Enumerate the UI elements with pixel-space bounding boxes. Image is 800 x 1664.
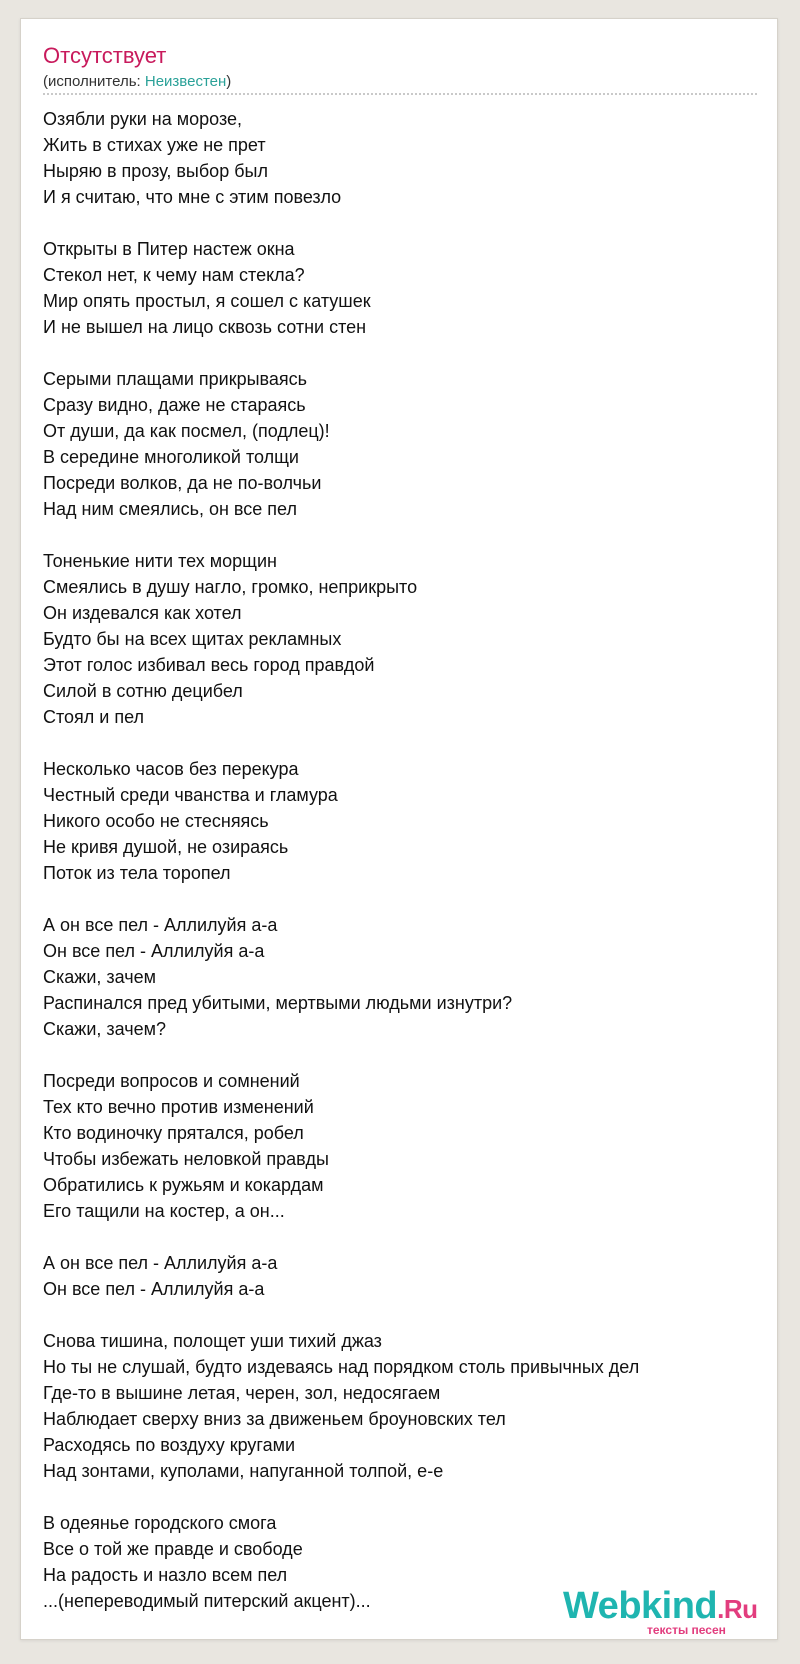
title-divider [43,93,757,95]
lyric-line: На радость и назло всем пел [43,1565,288,1585]
lyric-line: Посреди волков, да не по-волчьи [43,473,322,493]
lyric-line: Жить в стихах уже не прет [43,135,266,155]
lyric-line: Где-то в вышине летая, черен, зол, недосягаем [43,1383,441,1403]
site-logo[interactable] [563,1584,777,1636]
artist-link[interactable]: Неизвестен [144,73,227,90]
stanza-3 [43,366,763,522]
lyric-line: Тех кто вечно против изменений [43,1097,314,1117]
lyric-line: Поток из тела торопел [43,863,231,883]
lyric-line: Силой в сотню децибел [43,681,243,701]
stanza-1 [43,106,763,210]
logo-name: Webkind [563,1585,718,1627]
lyric-line: Снова тишина, полощет уши тихий джаз [43,1331,382,1351]
lyric-line: Все о той же правде и свободе [43,1539,303,1559]
song-title: Отсутствует [43,43,167,68]
stanza-7 [43,1068,763,1224]
stanza-4 [43,548,763,730]
lyric-line: От души, да как посмел, (подлец)! [43,421,330,441]
lyric-line: Посреди вопросов и сомнений [43,1071,300,1091]
stanza-2 [43,236,763,340]
lyric-line: Серыми плащами прикрываясь [43,369,308,389]
lyric-line: Честный среди чванства и гламура [43,785,338,805]
lyric-line: Кто водиночку прятался, робел [43,1123,304,1143]
lyric-line: Его тащили на костер, а он... [43,1201,285,1221]
lyrics-card [20,18,778,1640]
lyric-line: Он все пел - Аллилуйя а-а [43,941,265,961]
artist-prefix: (исполнитель: [43,73,145,90]
lyric-line: Тоненькие нити тех морщин [43,551,277,571]
lyric-line: И я считаю, что мне с этим повезло [43,187,342,207]
lyric-line: Мир опять простыл, я сошел с катушек [43,291,371,311]
lyric-line: Расходясь по воздуху кругами [43,1435,296,1455]
lyric-line: В одеянье городского смога [43,1513,277,1533]
lyric-line: Ныряю в прозу, выбор был [43,161,268,181]
stanza-9 [43,1328,763,1484]
lyric-line: Но ты не слушай, будто издеваясь над порядком столь привычных дел [43,1357,640,1377]
lyric-line: Скажи, зачем [43,967,157,987]
stanza-8 [43,1250,763,1302]
lyric-line: Открыты в Питер настеж окна [43,239,295,259]
lyric-line: Несколько часов без перекура [43,759,299,779]
lyric-line: Этот голос избивал весь город правдой [43,655,375,675]
artist-line [43,73,231,90]
lyric-line: Распинался пред убитыми, мертвыми людьми изнутри? [43,993,513,1013]
lyric-line: В середине многоликой толщи [43,447,299,467]
lyric-line: Чтобы избежать неловкой правды [43,1149,329,1169]
lyric-line: А он все пел - Аллилуйя а-а [43,915,278,935]
logo-tagline: тексты песен [647,1623,726,1637]
lyrics-body [43,106,763,1640]
artist-suffix: ) [226,73,232,90]
lyric-line: Он издевался как хотел [43,603,242,623]
lyric-line: И не вышел на лицо сквозь сотни стен [43,317,367,337]
lyric-line: Смеялись в душу нагло, громко, неприкрыто [43,577,418,597]
lyric-line: Стекол нет, к чему нам стекла? [43,265,305,285]
lyric-line: Над зонтами, куполами, напуганной толпой, е-е [43,1461,444,1481]
lyric-line: А он все пел - Аллилуйя а-а [43,1253,278,1273]
stanza-6 [43,912,763,1042]
logo-tld: .Ru [717,1594,758,1624]
lyric-line: ...(непереводимый питерский акцент)... [43,1591,371,1611]
lyric-line: Не кривя душой, не озираясь [43,837,289,857]
lyric-line: Стоял и пел [43,707,145,727]
lyric-line: Скажи, зачем? [43,1019,167,1039]
lyric-line: Над ним смеялись, он все пел [43,499,297,519]
lyric-line: Обратились к ружьям и кокардам [43,1175,324,1195]
lyric-line: Сразу видно, даже не стараясь [43,395,306,415]
lyric-line: Будто бы на всех щитах рекламных [43,629,342,649]
stanza-5 [43,756,763,886]
lyric-line: Он все пел - Аллилуйя а-а [43,1279,265,1299]
lyric-line: Наблюдает сверху вниз за движеньем броуновских тел [43,1409,506,1429]
lyric-line: Никого особо не стесняясь [43,811,269,831]
lyric-line: Озябли руки на морозе, [43,109,243,129]
